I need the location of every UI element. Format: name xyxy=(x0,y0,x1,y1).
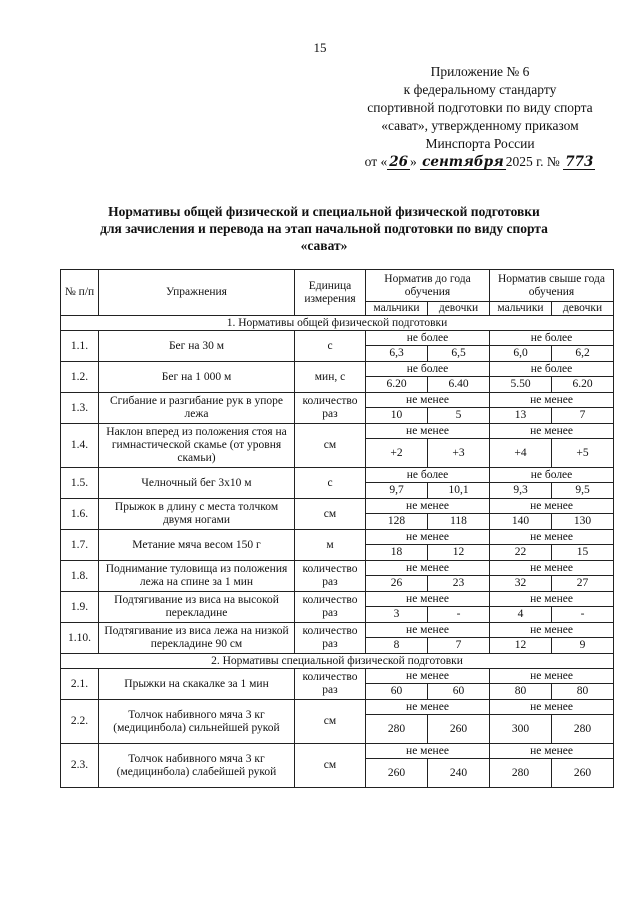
row-qualifier-first-year: не менее xyxy=(366,623,490,638)
table-row xyxy=(61,700,614,715)
title-line-3: «сават» xyxy=(300,238,348,253)
row-unit: количество раз xyxy=(295,623,366,654)
table-row xyxy=(61,393,614,408)
row-number: 1.10. xyxy=(61,623,99,654)
value-girls-over-year: 7 xyxy=(552,408,614,424)
value-boys-first-year: 10 xyxy=(366,408,428,424)
value-boys-over-year: 32 xyxy=(490,576,552,592)
value-boys-over-year: 4 xyxy=(490,607,552,623)
appendix-line-2: к федеральному стандарту xyxy=(403,82,557,97)
row-exercise: Бег на 30 м xyxy=(99,331,295,362)
table-row xyxy=(61,561,614,576)
row-exercise: Подтягивание из виса лежа на низкой перекладине 90 см xyxy=(99,623,295,654)
table-row xyxy=(61,468,614,483)
row-qualifier-over-year: не менее xyxy=(490,393,614,408)
section-title: 1. Нормативы общей физической подготовки xyxy=(61,316,614,331)
value-girls-over-year: 130 xyxy=(552,514,614,530)
value-boys-first-year: 9,7 xyxy=(366,483,428,499)
row-exercise: Сгибание и разгибание рук в упоре лежа xyxy=(99,393,295,424)
row-qualifier-first-year: не менее xyxy=(366,499,490,514)
value-boys-first-year: 60 xyxy=(366,684,428,700)
section-title: 2. Нормативы специальной физической подготовки xyxy=(61,654,614,669)
row-unit: см xyxy=(295,424,366,468)
row-qualifier-over-year: не менее xyxy=(490,700,614,715)
row-qualifier-first-year: не менее xyxy=(366,530,490,545)
value-boys-first-year: 26 xyxy=(366,576,428,592)
table-row xyxy=(61,362,614,377)
header-boys-1: мальчики xyxy=(366,302,428,316)
handwritten-day: 26 xyxy=(389,154,409,170)
table-header xyxy=(61,270,614,316)
value-boys-first-year: 128 xyxy=(366,514,428,530)
row-number: 1.9. xyxy=(61,592,99,623)
row-exercise: Толчок набивного мяча 3 кг (медицинбола) слабейшей рукой xyxy=(99,744,295,788)
row-number: 1.6. xyxy=(61,499,99,530)
row-unit: см xyxy=(295,700,366,744)
value-girls-first-year: 260 xyxy=(428,715,490,744)
table-row xyxy=(61,530,614,545)
row-qualifier-over-year: не менее xyxy=(490,499,614,514)
row-number: 1.7. xyxy=(61,530,99,561)
row-exercise: Прыжок в длину с места толчком двумя ногами xyxy=(99,499,295,530)
row-qualifier-over-year: не менее xyxy=(490,592,614,607)
value-boys-over-year: 280 xyxy=(490,759,552,788)
header-group-first-year: Норматив до года обучения xyxy=(366,270,490,302)
document-title xyxy=(60,203,588,254)
appendix-line-4: «сават», утвержденному приказом xyxy=(381,118,579,133)
handwritten-order-number: 773 xyxy=(565,154,594,170)
section-row xyxy=(61,654,614,669)
handwritten-month: сентября xyxy=(422,154,504,170)
row-qualifier-first-year: не менее xyxy=(366,700,490,715)
row-qualifier-first-year: не менее xyxy=(366,744,490,759)
value-girls-over-year: 15 xyxy=(552,545,614,561)
value-girls-over-year: 6,2 xyxy=(552,346,614,362)
row-unit: с xyxy=(295,468,366,499)
date-prefix: от « xyxy=(364,154,388,169)
row-exercise: Метание мяча весом 150 г xyxy=(99,530,295,561)
value-boys-first-year: 6,3 xyxy=(366,346,428,362)
row-exercise: Толчок набивного мяча 3 кг (медицинбола) сильнейшей рукой xyxy=(99,700,295,744)
value-girls-first-year: 60 xyxy=(428,684,490,700)
value-boys-first-year: 260 xyxy=(366,759,428,788)
header-exercise: Упражнения xyxy=(99,270,295,316)
table-row xyxy=(61,623,614,638)
value-girls-first-year: 5 xyxy=(428,408,490,424)
order-date-line xyxy=(345,153,615,171)
row-exercise: Прыжки на скакалке за 1 мин xyxy=(99,669,295,700)
table-row xyxy=(61,592,614,607)
row-qualifier-over-year: не менее xyxy=(490,561,614,576)
row-qualifier-over-year: не более xyxy=(490,362,614,377)
row-exercise: Подтягивание из виса на высокой перекладине xyxy=(99,592,295,623)
value-boys-over-year: 80 xyxy=(490,684,552,700)
row-exercise: Бег на 1 000 м xyxy=(99,362,295,393)
value-girls-first-year: 6,5 xyxy=(428,346,490,362)
value-boys-over-year: 9,3 xyxy=(490,483,552,499)
value-boys-first-year: 280 xyxy=(366,715,428,744)
row-qualifier-first-year: не менее xyxy=(366,592,490,607)
row-qualifier-over-year: не менее xyxy=(490,744,614,759)
row-qualifier-over-year: не более xyxy=(490,468,614,483)
row-qualifier-over-year: не более xyxy=(490,331,614,346)
value-boys-over-year: 300 xyxy=(490,715,552,744)
table-row xyxy=(61,744,614,759)
value-boys-over-year: 5.50 xyxy=(490,377,552,393)
value-boys-over-year: +4 xyxy=(490,439,552,468)
row-qualifier-over-year: не менее xyxy=(490,623,614,638)
row-qualifier-first-year: не менее xyxy=(366,561,490,576)
title-line-2: для зачисления и перевода на этап начальной подготовки по виду спорта xyxy=(100,221,548,236)
row-qualifier-over-year: не менее xyxy=(490,530,614,545)
value-girls-over-year: +5 xyxy=(552,439,614,468)
value-girls-first-year: - xyxy=(428,607,490,623)
value-girls-first-year: 7 xyxy=(428,638,490,654)
value-boys-first-year: 6.20 xyxy=(366,377,428,393)
row-number: 2.1. xyxy=(61,669,99,700)
row-qualifier-first-year: не менее xyxy=(366,669,490,684)
row-exercise: Челночный бег 3х10 м xyxy=(99,468,295,499)
value-girls-first-year: 10,1 xyxy=(428,483,490,499)
row-unit: количество раз xyxy=(295,561,366,592)
value-boys-first-year: +2 xyxy=(366,439,428,468)
row-qualifier-over-year: не менее xyxy=(490,669,614,684)
row-number: 1.8. xyxy=(61,561,99,592)
header-group-over-year: Норматив свыше года обучения xyxy=(490,270,614,302)
page-number: 15 xyxy=(313,40,327,55)
date-mid: » xyxy=(410,154,417,169)
value-girls-over-year: 27 xyxy=(552,576,614,592)
table-body xyxy=(61,316,614,788)
value-boys-over-year: 13 xyxy=(490,408,552,424)
value-girls-over-year: 9 xyxy=(552,638,614,654)
appendix-line-3: спортивной подготовки по виду спорта xyxy=(367,100,593,115)
header-girls-2: девочки xyxy=(552,302,614,316)
value-girls-over-year: 9,5 xyxy=(552,483,614,499)
value-girls-first-year: 118 xyxy=(428,514,490,530)
value-boys-over-year: 6,0 xyxy=(490,346,552,362)
header-girls-1: девочки xyxy=(428,302,490,316)
appendix-line-1: Приложение № 6 xyxy=(430,64,530,79)
header-boys-2: мальчики xyxy=(490,302,552,316)
header-num: № п/п xyxy=(61,270,99,316)
row-qualifier-first-year: не более xyxy=(366,362,490,377)
value-boys-first-year: 18 xyxy=(366,545,428,561)
row-number: 1.2. xyxy=(61,362,99,393)
value-girls-over-year: 6.20 xyxy=(552,377,614,393)
value-boys-over-year: 12 xyxy=(490,638,552,654)
value-girls-over-year: 260 xyxy=(552,759,614,788)
appendix-block xyxy=(345,63,615,171)
value-girls-first-year: 23 xyxy=(428,576,490,592)
row-number: 1.5. xyxy=(61,468,99,499)
row-unit: см xyxy=(295,744,366,788)
table-row xyxy=(61,331,614,346)
title-line-1: Нормативы общей физической и специальной физической подготовки xyxy=(108,204,540,219)
value-boys-first-year: 8 xyxy=(366,638,428,654)
header-unit: Единица измерения xyxy=(295,270,366,316)
row-qualifier-first-year: не менее xyxy=(366,424,490,439)
value-girls-over-year: 280 xyxy=(552,715,614,744)
section-row xyxy=(61,316,614,331)
row-number: 2.3. xyxy=(61,744,99,788)
value-girls-first-year: 6.40 xyxy=(428,377,490,393)
row-number: 2.2. xyxy=(61,700,99,744)
row-unit: м xyxy=(295,530,366,561)
row-qualifier-first-year: не менее xyxy=(366,393,490,408)
row-exercise: Наклон вперед из положения стоя на гимнастической скамье (от уровня скамьи) xyxy=(99,424,295,468)
value-boys-over-year: 140 xyxy=(490,514,552,530)
norms-table xyxy=(60,269,614,788)
appendix-line-5: Минспорта России xyxy=(425,136,535,151)
value-boys-over-year: 22 xyxy=(490,545,552,561)
row-unit: см xyxy=(295,499,366,530)
row-qualifier-over-year: не менее xyxy=(490,424,614,439)
row-number: 1.3. xyxy=(61,393,99,424)
row-unit: количество раз xyxy=(295,393,366,424)
row-unit: количество раз xyxy=(295,592,366,623)
table-row xyxy=(61,499,614,514)
row-qualifier-first-year: не более xyxy=(366,468,490,483)
value-boys-first-year: 3 xyxy=(366,607,428,623)
value-girls-over-year: 80 xyxy=(552,684,614,700)
value-girls-over-year: - xyxy=(552,607,614,623)
row-unit: с xyxy=(295,331,366,362)
value-girls-first-year: 12 xyxy=(428,545,490,561)
row-number: 1.4. xyxy=(61,424,99,468)
row-number: 1.1. xyxy=(61,331,99,362)
row-unit: мин, с xyxy=(295,362,366,393)
table-row xyxy=(61,669,614,684)
value-girls-first-year: +3 xyxy=(428,439,490,468)
row-unit: количество раз xyxy=(295,669,366,700)
row-exercise: Поднимание туловища из положения лежа на спине за 1 мин xyxy=(99,561,295,592)
table-row xyxy=(61,424,614,439)
row-qualifier-first-year: не более xyxy=(366,331,490,346)
date-year: 2025 г. № xyxy=(505,154,560,169)
value-girls-first-year: 240 xyxy=(428,759,490,788)
